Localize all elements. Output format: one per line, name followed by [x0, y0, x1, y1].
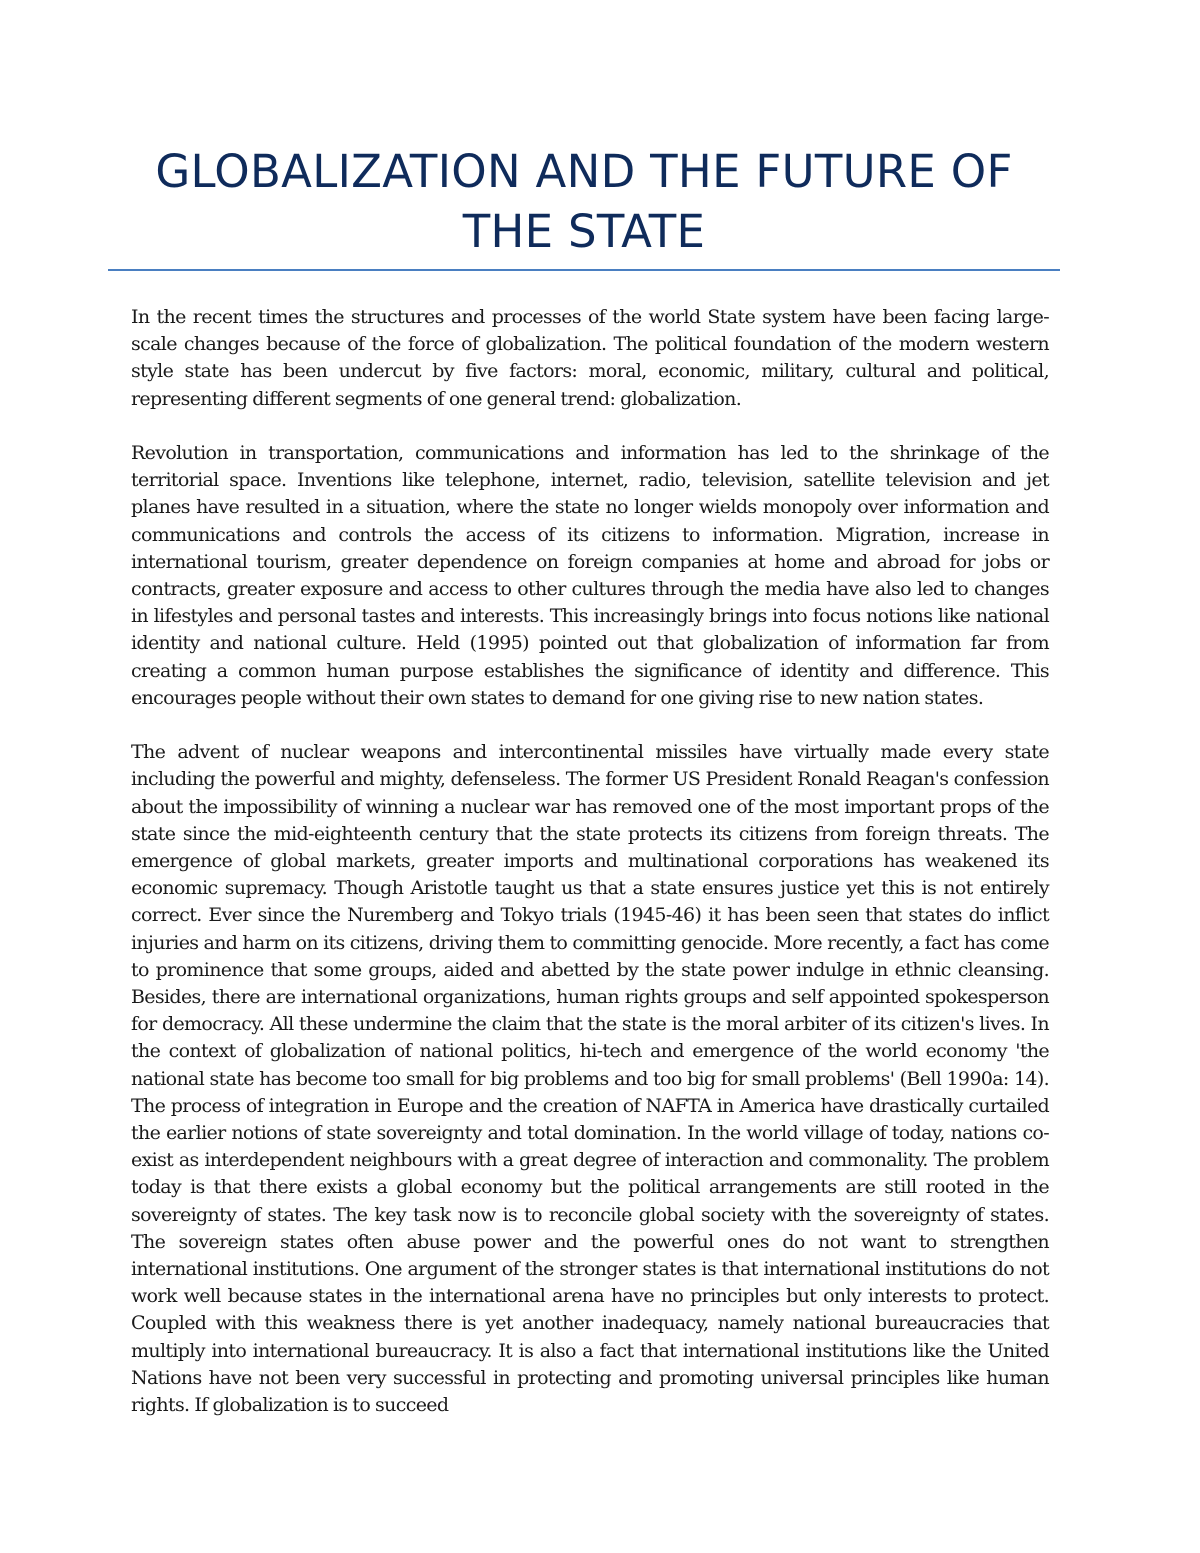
paragraph-3: The advent of nuclear weapons and intercontinental missiles have virtually made every state including the powerful and mighty, defenseless. The former US President Ronald Reagan's confession about the impossibility of winning a nuclear war has removed one of the most important props of the state since the mid-eighteenth century that the state protects its citizens from foreign threats. The emergence of global markets, greater imports and multinational corporations has weakened its economic supremacy. Though Aristotle taught us that a state ensures justice yet this is not entirely correct. Ever since the Nuremberg and Tokyo trials (1945-46) it has been seen that states do inflict injuries and harm on its citizens, driving them to committing genocide. More recently, a fact has come to prominence that some groups, aided and abetted by the state power indulge in ethnic cleansing. Besides, there are international organizations, human rights groups and self appointed spokesperson for democracy. All these undermine the claim that the state is the moral arbiter of its citizen's lives. In the context of globalization of national politics, hi-tech and emergence of the world economy 'the national state has become too small for big problems and too big for small problems' (Bell 1990a: 14). The process of integration in Europe and the creation of NAFTA in America have drastically curtailed the earlier notions of state sovereignty and total domination. In the world village of today, nations co-exist as interdependent neighbours with a great degree of interaction and commonality. The problem today is that there exists a global economy but the political arrangements are still rooted in the sovereignty of states. The key task now is to reconcile global society with the sovereignty of states. The sovereign states often abuse power and the powerful ones do not want to strengthen international institutions. One argument of the stronger states is that international institutions do not work well because states in the international arena have no principles but only interests to protect. Coupled with this weakness there is yet another inadequacy, namely national bureaucracies that multiply into international bureaucracy. It is also a fact that international institutions like the United Nations have not been very successful in protecting and promoting universal principles like human rights. If globalization is to succeed [131, 741, 1049, 1417]
paragraph-1: In the recent times the structures and processes of the world State system have been facing large-scale changes because of the force of globalization. The political foundation of the modern western style state has been undercut by five factors: moral, economic, military, cultural and political, representing different segments of one general trend: globalization. [131, 306, 1049, 410]
document-body [131, 304, 1049, 1446]
document-title: GLOBALIZATION AND THE FUTURE OF THE STATE [155, 145, 1013, 258]
paragraph-2: Revolution in transportation, communications and information has led to the shrinkage of the territorial space. Inventions like telephone, internet, radio, television, satellite television and jet planes have resulted in a situation, where the state no longer wields monopoly over information and communications and controls the access of its citizens to information. Migration, increase in international tourism, greater dependence on foreign companies at home and abroad for jobs or contracts, greater exposure and access to other cultures through the media have also led to changes in lifestyles and personal tastes and interests. This increasingly brings into focus notions like national identity and national culture. Held (1995) pointed out that globalization of information far from creating a common human purpose establishes the significance of identity and difference. This encourages people without their own states to demand for one giving rise to new nation states. [131, 442, 1049, 709]
title-divider [108, 269, 1060, 271]
